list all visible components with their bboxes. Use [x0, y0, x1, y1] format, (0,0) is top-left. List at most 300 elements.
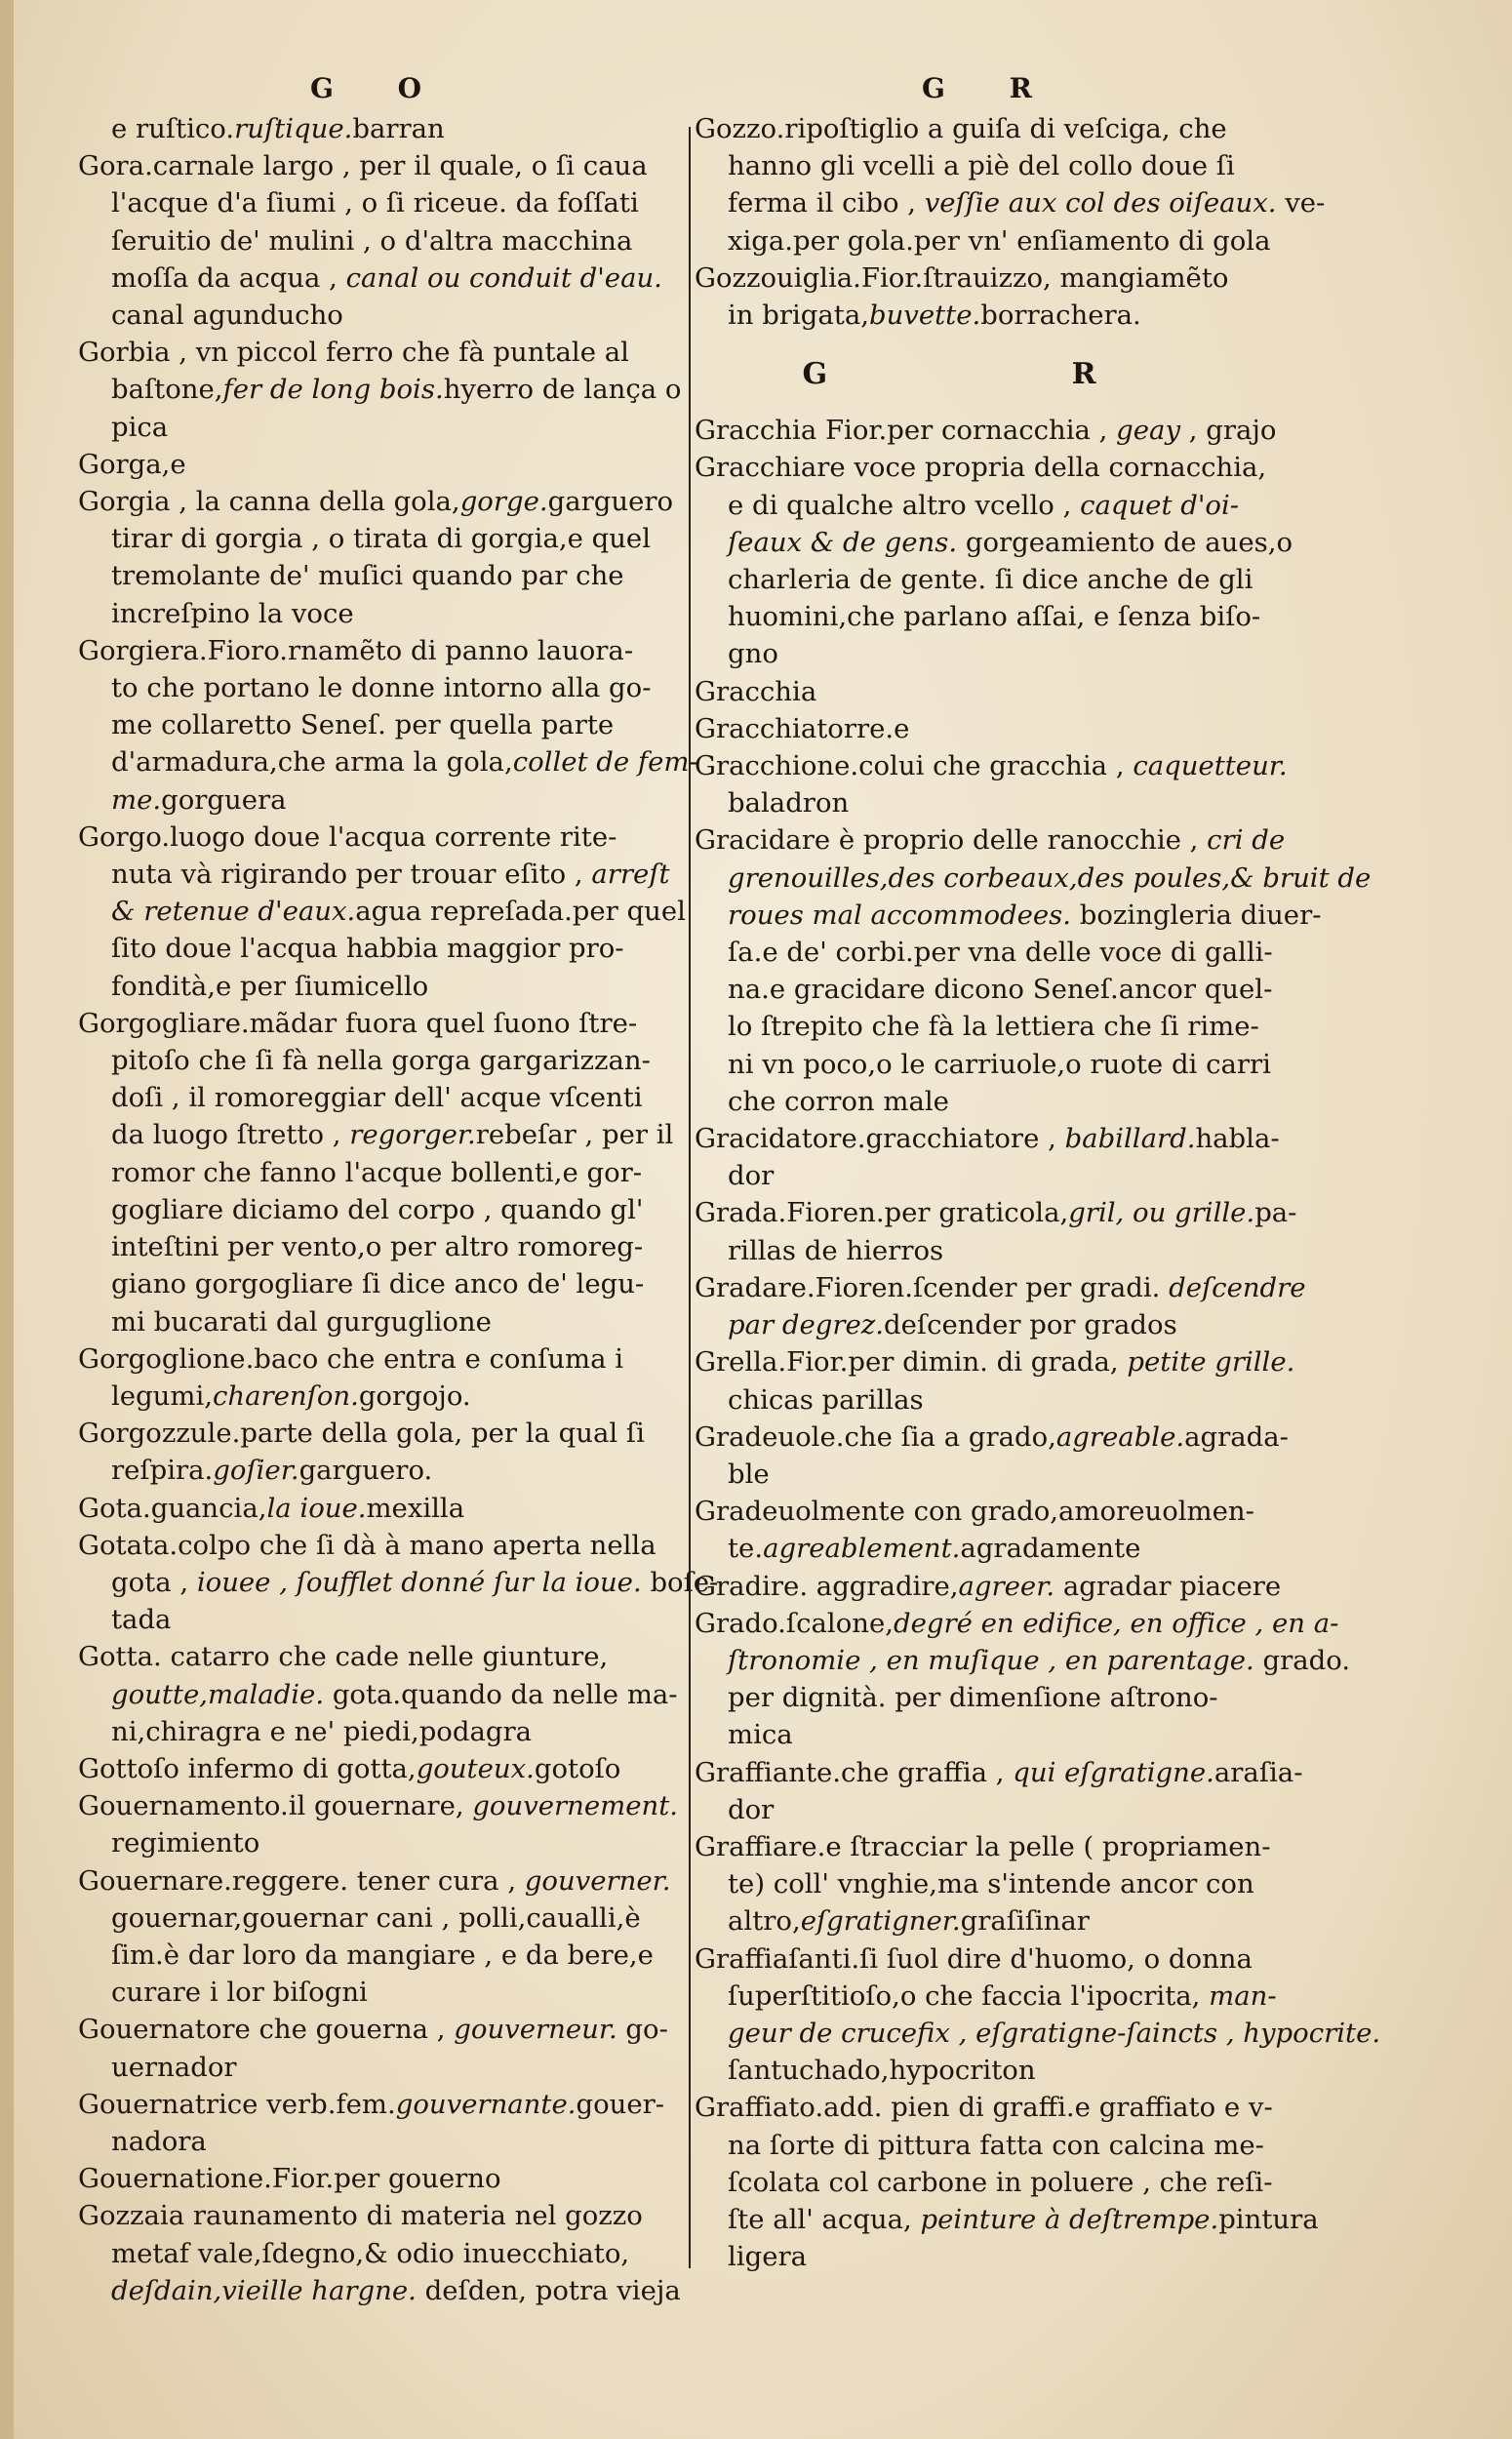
entry-text: ſa.e de' corbi.per vna delle voce di galli- — [728, 937, 1273, 969]
entry-text: ve- — [1276, 187, 1326, 220]
entry-line — [78, 1303, 683, 1340]
entry-line — [78, 184, 683, 221]
french-gloss: roues mal accommodees. — [728, 899, 1072, 931]
column-rule — [689, 127, 691, 2268]
entry-text: Gracchia Fior.per cornacchia , — [695, 415, 1117, 447]
entry-text: te. — [728, 1533, 764, 1565]
entry-text: gorgojo. — [358, 1379, 471, 1412]
entry-text: Gorgiera.Fioro.rnamẽto di panno lauora- — [78, 634, 634, 666]
entry-line — [78, 1079, 683, 1116]
entry-headword-line — [695, 673, 1321, 710]
entry-line — [695, 897, 1321, 934]
entry-headword-line — [78, 2160, 683, 2197]
entry-text: Gora.carnale largo , per il quale, o ſi caua — [78, 150, 648, 182]
entry-text: che corron male — [728, 1085, 949, 1117]
entry-text: da luogo ſtretto , — [111, 1119, 350, 1151]
entry-text: Grado.ſcalone, — [695, 1607, 894, 1639]
french-gloss: grenouilles,des corbeaux,des poules,& bruit de — [728, 861, 1372, 894]
entry-text: curare i lor biſogni — [111, 1977, 368, 2009]
entry-text: na.e gracidare dicono Seneſ.ancor quel- — [728, 974, 1273, 1006]
entry-headword-line — [78, 1787, 683, 1824]
entry-text: Gozzo.ripoſtiglio a guiſa di veſciga, che — [695, 113, 1227, 144]
entry-line — [78, 1378, 683, 1415]
entry-headword-line — [78, 632, 683, 669]
entry-text: ſte all' acqua, — [728, 2203, 921, 2235]
entry-line — [695, 860, 1372, 897]
entry-text: regimiento — [111, 1827, 260, 1859]
entry-text: Gorgia , la canna della gola, — [78, 486, 460, 518]
french-gloss: gril, ou grille. — [1068, 1197, 1255, 1229]
entry-headword-line — [78, 1638, 683, 1675]
entry-line — [78, 1265, 683, 1302]
entry-line — [695, 1865, 1321, 1902]
entry-text: go- — [617, 2014, 668, 2046]
french-gloss: eſgratigner. — [800, 1905, 961, 1938]
entry-text: ligera — [728, 2241, 808, 2273]
entry-headword-line — [695, 1343, 1321, 1380]
entry-line — [695, 1716, 1321, 1753]
entry-text: charleria de gente. ſi dice anche de gli — [728, 564, 1253, 596]
entry-line — [78, 2049, 683, 2086]
entry-text: Gouernatore che gouerna , — [78, 2014, 455, 2046]
french-gloss: deſdain,vieille hargne. — [111, 2274, 417, 2306]
entry-line — [78, 1713, 683, 1750]
entry-line — [78, 2235, 683, 2272]
entry-text: e di qualche altro vcello , — [728, 489, 1081, 521]
entry-text: doſi , il romoreggiar dell' acque vſcenti — [111, 1082, 643, 1114]
right-column-body — [695, 412, 1381, 2275]
entry-line — [78, 557, 683, 594]
entry-line — [78, 1601, 683, 1638]
entry-text: to che portano le donne intorno alla go- — [111, 672, 652, 704]
entry-text: gotoſo — [534, 1752, 621, 1784]
entry-line — [695, 1083, 1321, 1120]
french-gloss: deſcendre — [1169, 1271, 1306, 1303]
french-gloss: buvette. — [868, 300, 981, 332]
entry-text: baſtone, — [111, 374, 223, 406]
entry-text: pitoſo che ſi fà nella gorga gargarizzan- — [111, 1045, 651, 1077]
french-gloss: gouverneur. — [454, 2014, 617, 2046]
entry-text: mica — [728, 1719, 793, 1751]
entry-headword-line — [695, 260, 1321, 297]
entry-line — [78, 2272, 683, 2309]
french-gloss: charenſon. — [213, 1379, 359, 1412]
entry-text: Gorgoglione.baco che entra e conſuma i — [78, 1342, 624, 1375]
entry-text: Gorga,e — [78, 448, 186, 480]
entry-text: Gouernatione.Fior.per gouerno — [78, 2163, 501, 2195]
entry-text: rillas de hierros — [728, 1234, 944, 1266]
entry-text: , grajo — [1179, 415, 1277, 447]
entry-line — [78, 1676, 683, 1713]
entry-headword-line — [78, 819, 683, 856]
entry-text: Gradeuolmente con grado,amoreuolmen- — [695, 1496, 1254, 1528]
entry-text: ſuperſtitioſo,o che faccia l'ipocrita, — [728, 1979, 1210, 2012]
french-gloss: goſier. — [213, 1455, 299, 1487]
entry-line — [695, 1978, 1321, 2015]
french-gloss: man- — [1209, 1979, 1277, 2012]
entry-line — [78, 1452, 683, 1489]
entry-text: legumi, — [111, 1379, 213, 1412]
entry-text: nuta và rigirando per trouar eſito , — [111, 859, 592, 891]
french-gloss: ruſtique. — [234, 113, 353, 144]
entry-line — [695, 1232, 1321, 1269]
entry-text: agradar piacere — [1054, 1570, 1282, 1602]
entry-line — [78, 297, 683, 334]
entry-text: huomini,che parlano aſſai, e ſenza biſo- — [728, 601, 1261, 633]
entry-headword-line — [78, 1750, 683, 1787]
entry-text: chicas parillas — [728, 1383, 924, 1416]
french-gloss: ſeaux & de gens. — [728, 526, 958, 558]
entry-text: Gozzaia raunamento di materia nel gozzo — [78, 2200, 643, 2232]
entry-text: bozingleria diuer- — [1071, 899, 1322, 931]
entry-headword-line — [695, 1828, 1321, 1865]
entry-text: gno — [728, 638, 778, 670]
entry-headword-line — [78, 1005, 683, 1042]
entry-headword-line — [695, 110, 1321, 147]
entry-text: nadora — [111, 2125, 207, 2157]
french-gloss: caquetteur. — [1133, 750, 1288, 782]
entry-line — [695, 524, 1321, 561]
entry-text: Gracidare è proprio delle ranocchie , — [695, 824, 1208, 857]
french-gloss: regorger. — [349, 1119, 476, 1151]
entry-text: Graffiare.e ſtracciar la pelle ( propriamen- — [695, 1830, 1271, 1862]
entry-line — [695, 1381, 1321, 1419]
entry-text: lo ſtrepito che fà la lettiera che ſi rime- — [728, 1011, 1259, 1043]
entry-line — [78, 1228, 683, 1265]
entry-line — [695, 598, 1321, 635]
entry-text: hanno gli vcelli a piè del collo doue ſi — [728, 150, 1235, 182]
entry-text: Grada.Fioren.per graticola, — [695, 1197, 1069, 1229]
entry-text: Gouernamento.il gouernare, — [78, 1790, 473, 1822]
entry-line — [695, 222, 1321, 260]
entry-text: Gozzouiglia.Fior.ſtrauizzo, mangiamẽto — [695, 261, 1229, 294]
entry-text: ſim.è dar loro da mangiare , e da bere,e — [111, 1939, 654, 1971]
entry-headword-line — [695, 710, 1321, 747]
entry-text: ſeruitio de' mulini , o d'altra macchina — [111, 224, 633, 257]
entry-headword-line — [78, 1862, 683, 1899]
entry-text: Gracchione.colui che gracchia , — [695, 750, 1134, 782]
french-gloss: peinture à deſtrempe. — [920, 2203, 1219, 2235]
running-head-left: G O — [310, 72, 450, 104]
entry-headword-line — [78, 2011, 683, 2048]
french-gloss: canal ou conduit d'eau. — [345, 261, 662, 294]
entry-headword-line — [695, 1605, 1339, 1642]
entry-headword-line — [695, 449, 1321, 486]
entry-text: garguero. — [298, 1455, 433, 1487]
entry-text: metaf vale,ſdegno,& odio inuecchiato, — [111, 2237, 630, 2269]
entry-headword-line — [695, 1194, 1321, 1231]
entry-line — [78, 1974, 683, 2011]
french-gloss: petite grille. — [1127, 1346, 1295, 1379]
entry-text: in brigata, — [728, 300, 869, 332]
entry-line — [695, 2052, 1321, 2089]
french-gloss: agreablement. — [763, 1533, 961, 1565]
entry-line — [695, 297, 1321, 334]
left-column — [78, 110, 719, 2309]
entry-line — [78, 743, 698, 780]
entry-headword-line — [695, 1419, 1321, 1456]
entry-text: gota.quando da nelle ma- — [324, 1678, 678, 1710]
entry-text: Gracchiatorre.e — [695, 712, 910, 744]
french-gloss: veſſie aux col des oiſeaux. — [924, 187, 1277, 220]
entry-line — [695, 1679, 1321, 1716]
entry-text: Graffiante.che graffia , — [695, 1756, 1014, 1788]
entry-text: Gracchia — [695, 675, 817, 707]
entry-text: deſcender por grados — [884, 1309, 1177, 1341]
entry-text: me collaretto Seneſ. per quella parte — [111, 709, 615, 741]
french-gloss: gorge. — [459, 486, 548, 518]
entry-text: reſpira. — [111, 1455, 214, 1487]
entry-text: Gouernatrice verb.fem. — [78, 2088, 396, 2120]
entry-text: ſantuchado,hypocriton — [728, 2055, 1036, 2087]
french-gloss: qui eſgratigne. — [1013, 1756, 1214, 1788]
entry-headword-line — [78, 1490, 683, 1527]
entry-line — [78, 371, 683, 408]
entry-line — [78, 1191, 683, 1228]
entry-headword-line — [695, 1493, 1321, 1530]
entry-text: baladron — [728, 787, 850, 820]
french-gloss: degré en edifice, en office , en a- — [893, 1607, 1339, 1639]
entry-text: hyerro de lança o — [443, 374, 682, 406]
entry-text: fondità,e per ſiumicello — [111, 970, 429, 1002]
entry-headword-line — [695, 412, 1321, 449]
entry-line — [695, 147, 1321, 184]
entry-line — [78, 781, 683, 819]
entry-line — [695, 1157, 1321, 1194]
entry-text: gogliare diciamo del corpo , quando gl' — [111, 1193, 644, 1225]
french-gloss: gouvernante. — [395, 2088, 577, 2120]
entry-text: l'acque d'a ſiumi , o ſi riceue. da foſſati — [111, 187, 639, 220]
entry-text: grado. — [1253, 1644, 1351, 1676]
entry-line — [78, 409, 683, 446]
page-edge — [0, 0, 14, 2439]
entry-headword-line — [695, 1120, 1321, 1157]
entry-line — [78, 1154, 683, 1191]
french-gloss: goutte,maladie. — [111, 1678, 325, 1710]
entry-text: increſpino la voce — [111, 597, 354, 629]
entry-line — [695, 1642, 1351, 1679]
entry-text: te) coll' vnghie,ma s'intende ancor con — [728, 1868, 1254, 1900]
entry-text: ſito doue l'acqua habbia maggior pro- — [111, 933, 624, 965]
entry-line — [78, 930, 683, 967]
entry-headword-line — [78, 483, 683, 520]
entry-text: altro, — [728, 1905, 801, 1938]
entry-text: tada — [111, 1604, 172, 1636]
entry-text: Gracchiare voce propria della cornacchia, — [695, 452, 1267, 484]
entry-text: graſiſinar — [960, 1905, 1090, 1938]
entry-text: gouernar,gouernar cani , polli,caualli,è — [111, 1901, 641, 1934]
entry-text: ni,chiragra e ne' piedi,podagra — [111, 1715, 533, 1747]
entry-line — [78, 1042, 683, 1079]
entry-headword-line — [78, 1527, 683, 1564]
entry-headword-line — [78, 446, 683, 483]
entry-headword-line — [695, 747, 1321, 784]
entry-text: Gorbia , vn piccol ferro che fà puntale al — [78, 337, 629, 369]
entry-headword-line — [695, 821, 1321, 859]
entry-headword-line — [78, 1340, 683, 1378]
entry-text: pa- — [1254, 1197, 1297, 1229]
entry-line — [695, 2201, 1321, 2238]
entry-text: canal agunducho — [111, 300, 343, 332]
french-gloss: gouvernement. — [472, 1790, 678, 1822]
french-gloss: geur de crucefix , eſgratigne-ſaincts , hypocrite. — [728, 2017, 1381, 2049]
entry-headword-line — [695, 1940, 1321, 1978]
entry-line — [78, 260, 683, 297]
entry-text: gota , — [111, 1566, 197, 1598]
entry-line — [78, 893, 686, 930]
french-gloss: fer de long bois. — [222, 374, 444, 406]
french-gloss: agreable. — [1055, 1420, 1185, 1453]
entry-line — [78, 1899, 683, 1937]
entry-headword-line — [695, 1568, 1321, 1605]
french-gloss: cri de — [1207, 824, 1286, 857]
entry-text: Gorgo.luogo doue l'acqua corrente rite- — [78, 820, 617, 853]
entry-line — [695, 2015, 1381, 2052]
entry-headword-line — [695, 1269, 1321, 1306]
entry-line — [695, 971, 1321, 1008]
entry-text: garguero — [547, 486, 674, 518]
entry-text: borrachera. — [980, 300, 1141, 332]
entry-line — [695, 1791, 1321, 1828]
entry-text: agradamente — [960, 1533, 1141, 1565]
entry-text: xiga.per gola.per vn' enſiamento di gola — [728, 224, 1271, 257]
french-gloss: caquet d'oi- — [1080, 489, 1240, 521]
entry-line — [695, 2164, 1321, 2201]
entry-text: pintura — [1218, 2203, 1319, 2235]
entry-headword-line — [78, 334, 683, 371]
entry-text: deſden, potra vieja — [416, 2274, 681, 2306]
entry-text: Gradire. aggradire, — [695, 1570, 959, 1602]
entry-text: agua repreſada.per quel — [355, 896, 686, 928]
entry-text: Gorgogliare.mãdar fuora quel ſuono ſtre- — [78, 1007, 638, 1039]
entry-text: gorguera — [161, 783, 287, 816]
entry-line — [695, 561, 1321, 598]
entry-text: Gotata.colpo che ſi dà à mano aperta nella — [78, 1529, 657, 1561]
entry-text: ble — [728, 1458, 770, 1490]
entry-headword-line — [78, 147, 683, 184]
french-gloss: babillard. — [1064, 1123, 1196, 1155]
entry-text: habla- — [1195, 1123, 1280, 1155]
entry-text: d'armadura,che arma la gola, — [111, 746, 513, 779]
french-gloss: par degrez. — [728, 1309, 885, 1341]
entry-text: per dignità. per dimenſione aſtrono- — [728, 1682, 1218, 1714]
entry-line — [78, 1564, 719, 1601]
french-gloss: collet de fem- — [512, 746, 698, 779]
french-gloss: agreer. — [958, 1570, 1055, 1602]
entry-line — [695, 1530, 1321, 1567]
entry-text: boſe- — [641, 1566, 719, 1598]
french-gloss: gouteux. — [416, 1752, 535, 1784]
entry-line — [78, 968, 683, 1005]
entry-text: e ruſtico. — [111, 113, 235, 144]
entry-text: tremolante de' muſici quando par che — [111, 560, 624, 592]
entry-line — [695, 487, 1321, 524]
entry-text: Graffiato.add. pien di graffi.e graffiato e v- — [695, 2092, 1273, 2124]
entry-line — [78, 595, 683, 632]
entry-line — [78, 856, 683, 893]
entry-text: rebeſar , per il — [475, 1119, 674, 1151]
entry-text: mexilla — [366, 1492, 465, 1524]
french-gloss: me. — [111, 783, 162, 816]
entry-line — [695, 784, 1321, 821]
entry-text: Gorgozzule.parte della gola, per la qual ſi — [78, 1418, 645, 1450]
entry-text: Gouernare.reggere. tener cura , — [78, 1864, 525, 1897]
entry-line — [695, 1008, 1321, 1045]
entry-line — [695, 2238, 1321, 2275]
entry-text: Graffiaſanti.ſi ſuol dire d'huomo, o donna — [695, 1942, 1253, 1975]
french-gloss: ſtronomie , en muſique , en parentage. — [728, 1644, 1254, 1676]
entry-text: Gracidatore.gracchiatore , — [695, 1123, 1065, 1155]
running-head-right: G R — [922, 72, 1059, 104]
entry-text: Gota.guancia, — [78, 1492, 267, 1524]
entry-text: mi bucarati dal gurguglione — [111, 1305, 492, 1338]
entry-text: giano gorgogliare ſi dice anco de' legu- — [111, 1268, 645, 1300]
entry-line — [695, 184, 1326, 221]
entry-line — [78, 706, 683, 743]
right-column — [695, 110, 1381, 2275]
entry-line — [78, 222, 683, 260]
entry-text: dor — [728, 1793, 775, 1825]
entry-text: pica — [111, 411, 169, 443]
entry-headword-line — [695, 1754, 1321, 1791]
entry-text: barran — [352, 113, 445, 144]
entry-headword-line — [695, 2089, 1321, 2126]
entry-text: romor che fanno l'acque bollenti,e gor- — [111, 1156, 643, 1188]
entry-headword-line — [78, 2086, 683, 2123]
entry-text: agrada- — [1184, 1420, 1289, 1453]
french-gloss: geay — [1116, 415, 1180, 447]
entry-text: inteſtini per vento,o per altro romoreg- — [111, 1231, 644, 1263]
entry-line — [695, 1902, 1321, 1939]
entry-line — [695, 934, 1321, 971]
entry-line — [78, 110, 683, 147]
entry-text: Grella.Fior.per dimin. di grada, — [695, 1346, 1128, 1379]
entry-line — [695, 1046, 1321, 1083]
entry-headword-line — [78, 2197, 683, 2234]
entry-text: gorgeamiento de aues,o — [957, 526, 1293, 558]
entry-line — [78, 2123, 683, 2160]
entry-line — [78, 1937, 683, 1974]
entry-line — [78, 520, 683, 557]
french-gloss: arreſt — [591, 859, 670, 891]
entry-line — [78, 669, 683, 706]
french-gloss: & retenue d'eaux. — [111, 896, 356, 928]
entry-text: moſſa da acqua , — [111, 261, 346, 294]
entry-text: Gotta. catarro che cade nelle giunture, — [78, 1641, 609, 1673]
entry-text: gouer- — [576, 2088, 665, 2120]
entry-text: ferma il cibo , — [728, 187, 925, 220]
section-heading-gr: G R — [802, 357, 1214, 392]
entry-text: tirar di gorgia , o tirata di gorgia,e quel — [111, 523, 651, 555]
entry-line — [695, 635, 1321, 672]
entry-text: ni vn poco,o le carriuole,o ruote di carri — [728, 1048, 1271, 1080]
entry-text: Gradeuole.che ſia a grado, — [695, 1420, 1056, 1453]
entry-text: Gradare.Fioren.ſcender per gradi. — [695, 1271, 1170, 1303]
entry-line — [695, 2127, 1321, 2164]
entry-text: ſcolata col carbone in poluere , che reſi- — [728, 2166, 1273, 2198]
right-column-top — [695, 110, 1326, 334]
french-gloss: gouverner. — [524, 1864, 671, 1897]
entry-text: na ſorte di pittura fatta con calcina me- — [728, 2129, 1264, 2161]
entry-text: uernador — [111, 2051, 237, 2083]
entry-line — [695, 1306, 1321, 1343]
entry-line — [78, 1824, 683, 1861]
entry-line — [78, 1116, 683, 1153]
entry-text: Gottoſo infermo di gotta, — [78, 1752, 417, 1784]
french-gloss: la ioue. — [266, 1492, 367, 1524]
entry-text: dor — [728, 1160, 775, 1192]
entry-text: araſia- — [1214, 1756, 1303, 1788]
